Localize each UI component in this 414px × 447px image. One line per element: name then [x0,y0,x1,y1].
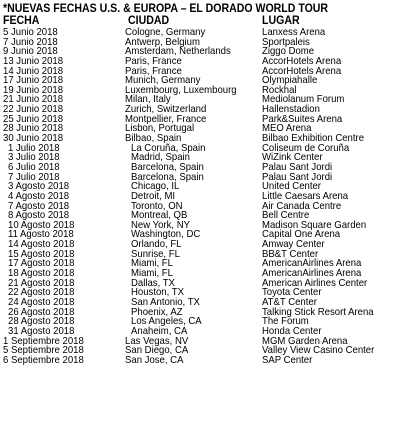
venue-cell: Little Caesars Arena [262,190,349,202]
table-row [0,28,414,38]
date-cell: 6 Julio 2018 [8,161,60,173]
date-cell: 11 Agosto 2018 [8,229,74,241]
venue-cell: Amway Center [262,239,325,251]
date-cell: 25 Junio 2018 [3,113,64,125]
date-cell: 28 Junio 2018 [3,123,64,135]
city-cell: Los Angeles, CA [131,316,202,328]
date-cell: 5 Junio 2018 [3,27,58,38]
venue-cell: The Forum [262,316,309,328]
date-cell: 19 Junio 2018 [3,84,64,96]
date-cell: 7 Julio 2018 [8,171,60,183]
city-cell: Amsterdam, Netherlands [125,46,231,58]
date-cell: 24 Agosto 2018 [8,296,75,308]
venue-cell: Madison Square Garden [262,219,367,231]
city-cell: Luxembourg, Luxembourg [125,84,237,96]
header-fecha: FECHA [3,15,40,27]
city-cell: La Coruña, Spain [131,142,206,154]
date-cell: 18 Agosto 2018 [8,268,75,280]
date-cell: 22 Junio 2018 [3,104,64,116]
venue-cell: WiZink Center [262,152,323,164]
venue-cell: Bilbao Exhibition Centre [262,133,365,145]
date-cell: 3 Agosto 2018 [8,181,70,193]
table-row [0,134,414,144]
city-cell: Sunrise, FL [131,248,180,260]
date-cell: 1 Septiembre 2018 [3,335,84,347]
venue-cell: Park&Suites Arena [262,113,343,125]
date-cell: 14 Junio 2018 [3,65,64,77]
date-cell: 21 Agosto 2018 [8,277,75,289]
header-lugar: LUGAR [262,15,300,27]
venue-cell: Olympiahalle [262,75,318,87]
venue-cell: Mediolanum Forum [262,94,345,106]
venue-cell: MEO Arena [262,123,312,135]
document-title: *NUEVAS FECHAS U.S. & EUROPA – EL DORADO WORLD TOUR [3,1,329,15]
venue-cell: Bell Centre [262,210,310,222]
date-cell: 31 Agosto 2018 [8,325,75,337]
city-cell: Montpellier, France [125,113,207,125]
city-cell: San Antonio, TX [131,296,200,308]
date-cell: 9 Junio 2018 [3,46,58,58]
date-cell: 3 Julio 2018 [8,152,60,164]
table-row [0,356,414,366]
date-cell: 7 Junio 2018 [3,36,58,48]
date-cell: 17 Junio 2018 [3,75,64,87]
venue-cell: Capital One Arena [262,229,341,241]
date-cell: 14 Agosto 2018 [8,239,75,251]
date-cell: 6 Septiembre 2018 [3,354,84,366]
city-cell: Madrid, Spain [131,152,190,164]
venue-cell: Valley View Casino Center [262,345,375,357]
venue-cell: AccorHotels Arena [262,65,342,77]
date-cell: 30 Junio 2018 [3,133,64,145]
venue-cell: Hallenstadion [262,104,320,116]
venue-cell: Rockhal [262,84,297,96]
city-cell: Paris, France [125,55,182,67]
city-cell: Las Vegas, NV [125,335,189,347]
date-cell: 4 Agosto 2018 [8,190,70,202]
city-cell: Lisbon, Portugal [125,123,195,135]
venue-cell: United Center [262,181,321,193]
city-cell: Bilbao, Spain [125,133,182,145]
venue-cell: Palau Sant Jordi [262,171,333,183]
city-cell: Barcelona, Spain [131,171,204,183]
city-cell: Miami, FL [131,268,173,280]
city-cell: Cologne, Germany [125,27,206,38]
city-cell: Detroit, MI [131,190,176,202]
venue-cell: SAP Center [262,354,313,366]
header-ciudad: CIUDAD [128,15,170,27]
venue-cell: Palau Sant Jordi [262,161,333,173]
city-cell: Dallas, TX [131,277,175,289]
table-row [0,144,414,154]
city-cell: Orlando, FL [131,239,182,251]
city-cell: Houston, TX [131,287,184,299]
column-headers [0,15,414,28]
city-cell: Paris, France [125,65,182,77]
date-cell: 13 Junio 2018 [3,55,64,67]
tour-dates-list [0,28,414,365]
date-cell: 8 Agosto 2018 [8,210,70,222]
table-row [0,163,414,173]
date-cell: 26 Agosto 2018 [8,306,75,318]
date-cell: 22 Agosto 2018 [8,287,75,299]
venue-cell: Air Canada Centre [262,200,342,212]
venue-cell: BB&T Center [262,248,319,260]
date-cell: 7 Agosto 2018 [8,200,70,212]
venue-cell: American Airlines Center [262,277,368,289]
city-cell: Miami, FL [131,258,173,270]
venue-cell: AmericanAirlines Arena [262,258,362,270]
venue-cell: Coliseum de Coruña [262,142,350,154]
city-cell: Toronto, ON [131,200,183,212]
venue-cell: Sportpaleis [262,36,310,48]
date-cell: 15 Agosto 2018 [8,248,75,260]
city-cell: Phoenix, AZ [131,306,183,318]
city-cell: San Diego, CA [125,345,189,357]
venue-cell: Ziggo Dome [262,46,315,58]
venue-cell: Honda Center [262,325,322,337]
date-cell: 17 Agosto 2018 [8,258,75,270]
venue-cell: MGM Garden Arena [262,335,348,347]
date-cell: 21 Junio 2018 [3,94,64,106]
city-cell: Anaheim, CA [131,325,188,337]
city-cell: Munich, Germany [125,75,201,87]
venue-cell: Lanxess Arena [262,27,326,38]
city-cell: Antwerp, Belgium [125,36,200,48]
city-cell: Montreal, QB [131,210,188,222]
date-cell: 10 Agosto 2018 [8,219,75,231]
city-cell: New York, NY [131,219,190,231]
venue-cell: AccorHotels Arena [262,55,342,67]
venue-cell: Toyota Center [262,287,322,299]
venue-cell: Talking Stick Resort Arena [262,306,374,318]
city-cell: Zurich, Switzerland [125,104,207,116]
venue-cell: AmericanAirlines Arena [262,268,362,280]
table-row [0,153,414,163]
city-cell: Milan, Italy [125,94,171,106]
city-cell: Barcelona, Spain [131,161,204,173]
city-cell: Chicago, IL [131,181,180,193]
date-cell: 28 Agosto 2018 [8,316,75,328]
city-cell: Washington, DC [131,229,201,241]
venue-cell: AT&T Center [262,296,317,308]
city-cell: San Jose, CA [125,354,184,366]
date-cell: 1 Julio 2018 [8,142,60,154]
date-cell: 5 Septiembre 2018 [3,345,84,357]
